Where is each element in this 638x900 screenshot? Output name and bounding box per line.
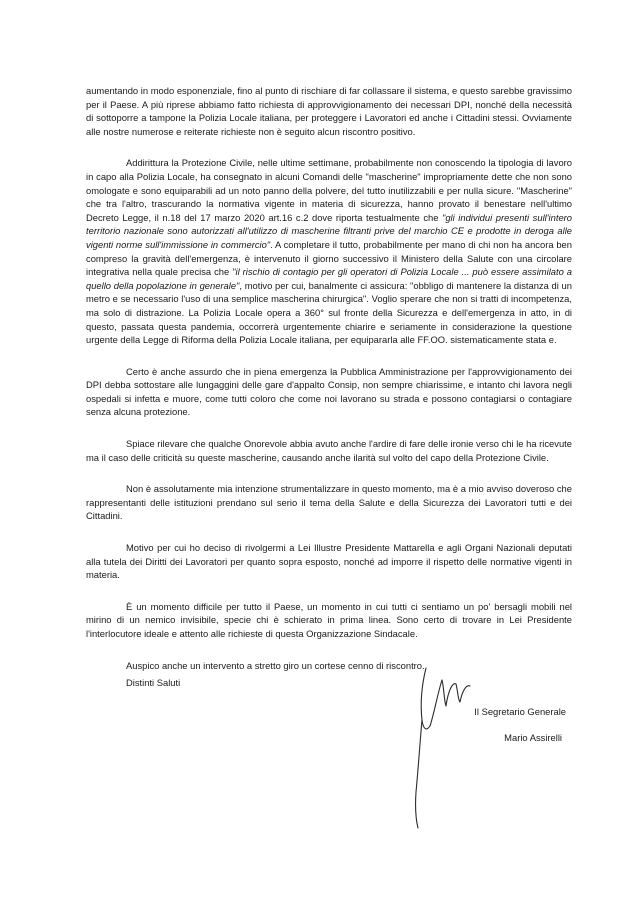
paragraph-2-text-b: . A completare il tutto, probabilmente per mano di chi non ha ancora ben compreso la gravità dell'emergenza, è intervenuto il giorno successivo il Ministero della Salute con una circolare integrativa nella quale precisa che — [86, 238, 572, 278]
paragraph-2-text-a: Addirittura la Protezione Civile, nelle ultime settimane, probabilmente non conoscendo la tipologia di lavoro in capo alla Polizia Locale, ha consegnato in alcuni Comandi delle "mascherine" impropriamente dette che non sono omologate e sono equiparabili ad un noto panno della polvere, del tutto inutilizzabili e per nulla sicure. "Mascherine" che tra l'altro, trascurando la normativa vigente in materia di sicurezza, hanno provato il benestare nell'ultimo Decreto Legge, il n.18 del 17 marzo 2020 art.16 c.2 dove riporta testualmente che — [86, 157, 572, 223]
ministry-quote: "il rischio di contagio per gli operatori di Polizia Locale ... può essere assimilato a quello della popolazione in generale" — [86, 266, 572, 291]
paragraph-3: Certo è anche assurdo che in piena emergenza la Pubblica Amministrazione per l'approvvigionamento dei DPI debba sottostare alle lungaggini delle gare d'appalto Consip, non sempre chiarissime, e intanto chi lavora negli ospedali si infetta e muore, come tutti coloro che come noi lavorano su strada e possono contagiarsi o contagiare senza alcuna protezione. — [86, 365, 572, 418]
paragraph-8: Auspico anche un intervento a stretto giro un cortese cenno di riscontro. — [126, 659, 425, 671]
paragraph-2 — [86, 156, 572, 346]
paragraph-5: Non è assolutamente mia intenzione strumentalizzare in questo momento, ma è a mio avviso doveroso che rappresentanti delle istituzioni prendano sul serio il tema della Salute e della Sicurezza dei Lavoratori tutti e dei Cittadini. — [86, 483, 572, 522]
paragraph-1: aumentando in modo esponenziale, fino al punto di rischiare di far collassare il sistema, e questo sarebbe gravissimo per il Paese. A più riprese abbiamo fatto richiesta di approvvigionamento dei necessari DPI, nonché della necessità di sottoporre a tampone la Polizia Locale italiana, per proteggere i Lavoratori ed anche i Cittadini stessi. Ovviamente alle nostre numerose e reiterate richieste non è seguito alcun riscontro positivo. — [86, 85, 572, 137]
paragraph-6: Motivo per cui ho deciso di rivolgermi a Lei Illustre Presidente Mattarella e agli Organi Nazionali deputati alla tutela dei Diritti dei Lavoratori per quanto sopra esposto, nonché ad imporre il rispetto delle normative vigenti in materia. — [86, 542, 572, 581]
signer-title: Il Segretario Generale — [474, 706, 566, 717]
paragraph-7: È un momento difficile per tutto il Paese, un momento in cui tutti ci sentiamo un po' bersagli mobili nel mirino di un nemico invisibile, specie chi è schierato in prima linea. Sono certo di trovare in Lei Presidente l'interlocutore ideale e attento alle richieste di questa Organizzazione Sindacale. — [86, 600, 572, 639]
handwritten-signature — [404, 662, 504, 832]
signer-name: Mario Assirelli — [504, 732, 562, 743]
letter-body — [86, 84, 572, 686]
decree-quote: "gli individui presenti sull'intero territorio nazionale sono autorizzati all'utilizzo di mascherine filtranti prive del marchio CE e prodotte in deroga alle vigenti norme sull'immissione in commercio" — [86, 211, 572, 250]
signature-block — [86, 676, 572, 856]
paragraph-4: Spiace rilevare che qualche Onorevole abbia avuto anche l'ardire di fare delle ironie verso chi le ha ricevute ma il caso delle criticità su queste mascherine, causando anche ilarità sul volto del capo della Protezione Civile. — [86, 438, 572, 463]
paragraph-2-text-c: , motivo per cui, banalmente ci assicura: "obbligo di mantenere la distanza di un metro e se necessario l'uso di una semplice mascherina chirurgica". Voglio sperare che non si tratti di incompetenza, ma solo di distrazione. La Polizia Locale opera a 360° sul fronte della Sicurezza e dell'emergenza in atto, in di questo, passata questa pandemia, occorrerà urgentemente chiarire e seriamente in considerazione la questione urgente della Legge di Riforma della Polizia Locale italiana, per equipararla alle FF.OO. sistematicamente stata e. — [86, 279, 572, 346]
closing-salutation: Distinti Saluti — [126, 677, 181, 688]
